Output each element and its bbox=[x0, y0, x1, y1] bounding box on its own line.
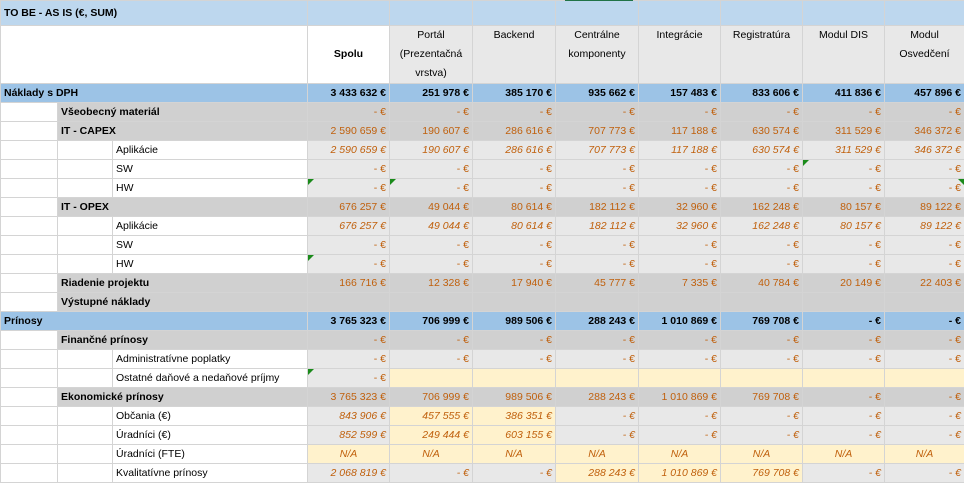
table-cell[interactable]: 182 112 € bbox=[556, 217, 639, 236]
table-cell[interactable]: - € bbox=[390, 464, 473, 483]
table-cell[interactable]: N/A bbox=[390, 445, 473, 464]
table-cell[interactable]: 80 157 € bbox=[803, 198, 885, 217]
table-cell[interactable]: - € bbox=[639, 407, 721, 426]
row-label[interactable]: Aplikácie bbox=[113, 217, 308, 236]
table-cell[interactable]: - € bbox=[803, 179, 885, 198]
table-cell[interactable]: 32 960 € bbox=[639, 198, 721, 217]
table-cell[interactable]: 457 555 € bbox=[390, 407, 473, 426]
row-label[interactable]: SW bbox=[113, 236, 308, 255]
table-row bbox=[1, 369, 964, 388]
table-cell[interactable]: 852 599 € bbox=[308, 426, 390, 445]
table-cell[interactable]: 1 010 869 € bbox=[639, 312, 721, 331]
table-cell[interactable]: - € bbox=[803, 255, 885, 274]
table-cell[interactable]: 411 836 € bbox=[803, 84, 885, 103]
table-row bbox=[1, 217, 964, 236]
table-cell[interactable]: N/A bbox=[803, 445, 885, 464]
table-cell[interactable]: 20 149 € bbox=[803, 274, 885, 293]
table-cell[interactable]: - € bbox=[721, 331, 803, 350]
table-cell[interactable]: 251 978 € bbox=[390, 84, 473, 103]
table-cell[interactable]: - € bbox=[639, 350, 721, 369]
table-cell[interactable]: - € bbox=[885, 103, 964, 122]
table-cell[interactable]: 603 155 € bbox=[473, 426, 556, 445]
table-cell[interactable]: 80 157 € bbox=[803, 217, 885, 236]
table-cell[interactable]: 346 372 € bbox=[885, 122, 964, 141]
table-cell[interactable]: N/A bbox=[721, 445, 803, 464]
table-row bbox=[1, 350, 964, 369]
table-cell[interactable]: - € bbox=[885, 236, 964, 255]
table-cell[interactable]: 2 590 659 € bbox=[308, 122, 390, 141]
table-cell[interactable]: 22 403 € bbox=[885, 274, 964, 293]
table-cell[interactable]: 117 188 € bbox=[639, 141, 721, 160]
table-cell[interactable]: 190 607 € bbox=[390, 141, 473, 160]
table-row bbox=[1, 236, 964, 255]
table-cell[interactable] bbox=[803, 293, 885, 312]
table-cell[interactable]: N/A bbox=[556, 445, 639, 464]
table-cell[interactable]: - € bbox=[308, 236, 390, 255]
table-cell[interactable]: 45 777 € bbox=[556, 274, 639, 293]
table-cell[interactable]: 288 243 € bbox=[556, 312, 639, 331]
table-cell[interactable]: - € bbox=[390, 103, 473, 122]
table-cell[interactable]: - € bbox=[390, 236, 473, 255]
table-cell[interactable] bbox=[473, 369, 556, 388]
table-cell[interactable]: - € bbox=[390, 179, 473, 198]
table-row bbox=[1, 426, 964, 445]
table-cell[interactable]: - € bbox=[308, 255, 390, 274]
table-cell[interactable] bbox=[556, 293, 639, 312]
table-row bbox=[1, 103, 964, 122]
table-cell[interactable]: - € bbox=[556, 407, 639, 426]
table-cell[interactable]: 182 112 € bbox=[556, 198, 639, 217]
table-cell[interactable]: - € bbox=[885, 388, 964, 407]
table-cell[interactable]: 117 188 € bbox=[639, 122, 721, 141]
table-cell[interactable]: - € bbox=[308, 160, 390, 179]
table-cell[interactable] bbox=[639, 293, 721, 312]
table-cell[interactable]: 707 773 € bbox=[556, 141, 639, 160]
table-row bbox=[1, 331, 964, 350]
table-row bbox=[1, 141, 964, 160]
table-row bbox=[1, 160, 964, 179]
table-cell[interactable]: 457 896 € bbox=[885, 84, 964, 103]
table-cell[interactable]: 190 607 € bbox=[390, 122, 473, 141]
table-cell[interactable]: - € bbox=[639, 331, 721, 350]
table-cell[interactable] bbox=[885, 369, 964, 388]
row-label[interactable]: Aplikácie bbox=[113, 141, 308, 160]
table-cell[interactable]: 385 170 € bbox=[473, 84, 556, 103]
table-title[interactable]: TO BE - AS IS (€, SUM) bbox=[1, 1, 308, 26]
column-header[interactable]: Backend bbox=[473, 26, 556, 84]
row-label[interactable]: SW bbox=[113, 160, 308, 179]
table-cell[interactable]: 3 765 323 € bbox=[308, 312, 390, 331]
table-cell[interactable]: - € bbox=[473, 331, 556, 350]
table-cell[interactable]: 162 248 € bbox=[721, 198, 803, 217]
row-label[interactable]: IT - OPEX bbox=[58, 198, 308, 217]
table-cell[interactable]: - € bbox=[473, 236, 556, 255]
table-cell[interactable]: - € bbox=[803, 388, 885, 407]
table-cell[interactable]: 80 614 € bbox=[473, 217, 556, 236]
table-cell[interactable]: - € bbox=[390, 255, 473, 274]
table-cell[interactable] bbox=[639, 369, 721, 388]
table-cell[interactable]: 676 257 € bbox=[308, 198, 390, 217]
column-header[interactable]: Spolu bbox=[308, 26, 390, 84]
table-cell[interactable]: 769 708 € bbox=[721, 312, 803, 331]
table-cell[interactable]: 707 773 € bbox=[556, 122, 639, 141]
row-label[interactable]: Ostatné daňové a nedaňové príjmy bbox=[113, 369, 308, 388]
table-row bbox=[1, 122, 964, 141]
table-cell[interactable]: - € bbox=[721, 179, 803, 198]
table-cell[interactable]: 157 483 € bbox=[639, 84, 721, 103]
table-cell[interactable]: - € bbox=[473, 255, 556, 274]
table-cell[interactable]: 288 243 € bbox=[556, 388, 639, 407]
table-cell[interactable]: - € bbox=[639, 160, 721, 179]
table-cell[interactable]: - € bbox=[885, 312, 964, 331]
table-cell[interactable]: - € bbox=[473, 350, 556, 369]
table-cell[interactable]: N/A bbox=[473, 445, 556, 464]
table-row bbox=[1, 198, 964, 217]
table-cell[interactable]: 288 243 € bbox=[556, 464, 639, 483]
table-cell[interactable]: - € bbox=[885, 407, 964, 426]
row-label[interactable]: Finančné prínosy bbox=[58, 331, 308, 350]
table-row bbox=[1, 179, 964, 198]
table-cell[interactable]: 630 574 € bbox=[721, 122, 803, 141]
table-cell[interactable]: N/A bbox=[308, 445, 390, 464]
table-cell[interactable]: - € bbox=[556, 236, 639, 255]
table-cell[interactable]: - € bbox=[721, 426, 803, 445]
table-cell[interactable] bbox=[721, 293, 803, 312]
table-cell[interactable]: - € bbox=[803, 350, 885, 369]
table-cell[interactable]: - € bbox=[803, 160, 885, 179]
table-cell[interactable]: 249 444 € bbox=[390, 426, 473, 445]
table-cell[interactable]: 843 906 € bbox=[308, 407, 390, 426]
table-cell[interactable]: - € bbox=[556, 350, 639, 369]
table-cell[interactable]: 166 716 € bbox=[308, 274, 390, 293]
table-cell[interactable]: 12 328 € bbox=[390, 274, 473, 293]
table-cell[interactable]: - € bbox=[721, 255, 803, 274]
table-cell[interactable]: 935 662 € bbox=[556, 84, 639, 103]
table-row bbox=[1, 255, 964, 274]
table-cell[interactable]: 49 044 € bbox=[390, 217, 473, 236]
table-cell[interactable]: - € bbox=[885, 255, 964, 274]
table-cell[interactable]: 32 960 € bbox=[639, 217, 721, 236]
table-cell[interactable]: 1 010 869 € bbox=[639, 464, 721, 483]
row-label[interactable]: IT - CAPEX bbox=[58, 122, 308, 141]
table-cell[interactable]: 311 529 € bbox=[803, 141, 885, 160]
table-row bbox=[1, 274, 964, 293]
table-cell[interactable]: 833 606 € bbox=[721, 84, 803, 103]
row-label[interactable]: Kvalitatívne prínosy bbox=[113, 464, 308, 483]
table-cell[interactable]: - € bbox=[885, 426, 964, 445]
table-row bbox=[1, 407, 964, 426]
table-cell[interactable]: - € bbox=[885, 179, 964, 198]
table-cell[interactable]: 1 010 869 € bbox=[639, 388, 721, 407]
column-header[interactable]: Integrácie bbox=[639, 26, 721, 84]
row-label[interactable]: Úradníci (FTE) bbox=[113, 445, 308, 464]
table-row bbox=[1, 464, 964, 483]
row-label[interactable]: Občania (€) bbox=[113, 407, 308, 426]
table-cell[interactable]: 89 122 € bbox=[885, 217, 964, 236]
table-cell[interactable]: 162 248 € bbox=[721, 217, 803, 236]
row-label[interactable]: Prínosy bbox=[1, 312, 308, 331]
table-cell[interactable]: 17 940 € bbox=[473, 274, 556, 293]
table-cell[interactable]: - € bbox=[803, 312, 885, 331]
table-cell[interactable]: - € bbox=[803, 103, 885, 122]
row-label[interactable]: Všeobecný materiál bbox=[58, 103, 308, 122]
table-cell[interactable] bbox=[473, 293, 556, 312]
table-row bbox=[1, 445, 964, 464]
row-label[interactable]: Úradníci (€) bbox=[113, 426, 308, 445]
table-cell[interactable]: - € bbox=[308, 179, 390, 198]
table-cell[interactable]: - € bbox=[803, 331, 885, 350]
table-cell[interactable]: N/A bbox=[885, 445, 964, 464]
column-header[interactable]: Modul Osvedčení bbox=[885, 26, 964, 84]
table-cell[interactable]: 676 257 € bbox=[308, 217, 390, 236]
table-cell[interactable]: - € bbox=[390, 331, 473, 350]
table-cell[interactable]: 80 614 € bbox=[473, 198, 556, 217]
table-cell[interactable]: 89 122 € bbox=[885, 198, 964, 217]
table-cell[interactable]: - € bbox=[308, 369, 390, 388]
table-cell[interactable]: - € bbox=[556, 160, 639, 179]
row-label[interactable]: Výstupné náklady bbox=[58, 293, 308, 312]
table-cell[interactable] bbox=[390, 369, 473, 388]
row-label[interactable]: Ekonomické prínosy bbox=[58, 388, 308, 407]
table-cell[interactable]: - € bbox=[390, 160, 473, 179]
table-cell[interactable]: - € bbox=[721, 103, 803, 122]
table-cell[interactable]: - € bbox=[308, 350, 390, 369]
table-cell[interactable]: 706 999 € bbox=[390, 312, 473, 331]
table-cell[interactable]: 2 068 819 € bbox=[308, 464, 390, 483]
table-cell[interactable]: - € bbox=[639, 103, 721, 122]
table-cell[interactable]: 7 335 € bbox=[639, 274, 721, 293]
row-label[interactable]: Náklady s DPH bbox=[1, 84, 308, 103]
table-cell[interactable]: - € bbox=[639, 236, 721, 255]
table-cell[interactable] bbox=[390, 293, 473, 312]
column-header[interactable]: Registratúra bbox=[721, 26, 803, 84]
table-cell[interactable]: 3 433 632 € bbox=[308, 84, 390, 103]
table-cell[interactable]: - € bbox=[639, 255, 721, 274]
table-cell[interactable]: 706 999 € bbox=[390, 388, 473, 407]
table-cell[interactable]: - € bbox=[556, 255, 639, 274]
table-cell[interactable] bbox=[308, 293, 390, 312]
table-cell[interactable]: - € bbox=[721, 236, 803, 255]
table-row bbox=[1, 293, 964, 312]
table-cell[interactable]: - € bbox=[473, 179, 556, 198]
table-cell[interactable]: 630 574 € bbox=[721, 141, 803, 160]
table-cell[interactable]: - € bbox=[308, 103, 390, 122]
row-label[interactable]: Administratívne poplatky bbox=[113, 350, 308, 369]
table-cell[interactable]: - € bbox=[721, 407, 803, 426]
table-cell[interactable] bbox=[885, 293, 964, 312]
table-cell[interactable]: - € bbox=[721, 350, 803, 369]
table-cell[interactable]: 769 708 € bbox=[721, 464, 803, 483]
table-cell[interactable]: - € bbox=[473, 103, 556, 122]
row-label[interactable]: HW bbox=[113, 179, 308, 198]
table-cell[interactable]: - € bbox=[885, 350, 964, 369]
table-cell[interactable]: - € bbox=[803, 236, 885, 255]
column-header[interactable]: Centrálne komponenty bbox=[556, 26, 639, 84]
table-cell[interactable]: - € bbox=[308, 331, 390, 350]
table-cell[interactable]: - € bbox=[473, 160, 556, 179]
table-cell[interactable]: 40 784 € bbox=[721, 274, 803, 293]
table-cell[interactable] bbox=[803, 369, 885, 388]
table-cell[interactable]: - € bbox=[721, 160, 803, 179]
table-cell[interactable]: 2 590 659 € bbox=[308, 141, 390, 160]
table-cell[interactable]: - € bbox=[473, 464, 556, 483]
table-cell[interactable] bbox=[556, 369, 639, 388]
table-cell[interactable]: 311 529 € bbox=[803, 122, 885, 141]
table-cell[interactable]: - € bbox=[556, 179, 639, 198]
table-cell[interactable]: - € bbox=[885, 331, 964, 350]
table-cell[interactable]: 286 616 € bbox=[473, 122, 556, 141]
table-cell[interactable]: 3 765 323 € bbox=[308, 388, 390, 407]
column-header[interactable]: Modul DIS bbox=[803, 26, 885, 84]
table-cell[interactable]: 769 708 € bbox=[721, 388, 803, 407]
table-cell[interactable]: 989 506 € bbox=[473, 312, 556, 331]
column-header[interactable]: Portál (Prezentačná vrstva) bbox=[390, 26, 473, 84]
table-cell[interactable]: 346 372 € bbox=[885, 141, 964, 160]
table-cell[interactable]: - € bbox=[885, 464, 964, 483]
table-cell[interactable]: - € bbox=[885, 160, 964, 179]
table-cell[interactable]: - € bbox=[803, 426, 885, 445]
table-cell[interactable]: N/A bbox=[639, 445, 721, 464]
row-label[interactable]: Riadenie projektu bbox=[58, 274, 308, 293]
table-cell[interactable]: - € bbox=[639, 179, 721, 198]
table-cell[interactable]: - € bbox=[556, 426, 639, 445]
table-cell[interactable] bbox=[721, 369, 803, 388]
table-cell[interactable]: - € bbox=[803, 464, 885, 483]
table-cell[interactable]: 386 351 € bbox=[473, 407, 556, 426]
table-cell[interactable]: 286 616 € bbox=[473, 141, 556, 160]
row-label[interactable]: HW bbox=[113, 255, 308, 274]
table-cell[interactable]: 989 506 € bbox=[473, 388, 556, 407]
table-cell[interactable]: - € bbox=[639, 426, 721, 445]
table-cell[interactable]: - € bbox=[556, 331, 639, 350]
table-row bbox=[1, 84, 964, 103]
table-row bbox=[1, 312, 964, 331]
table-cell[interactable]: 49 044 € bbox=[390, 198, 473, 217]
table-cell[interactable]: - € bbox=[390, 350, 473, 369]
table-cell[interactable]: - € bbox=[803, 407, 885, 426]
table-cell[interactable]: - € bbox=[556, 103, 639, 122]
table-row bbox=[1, 388, 964, 407]
